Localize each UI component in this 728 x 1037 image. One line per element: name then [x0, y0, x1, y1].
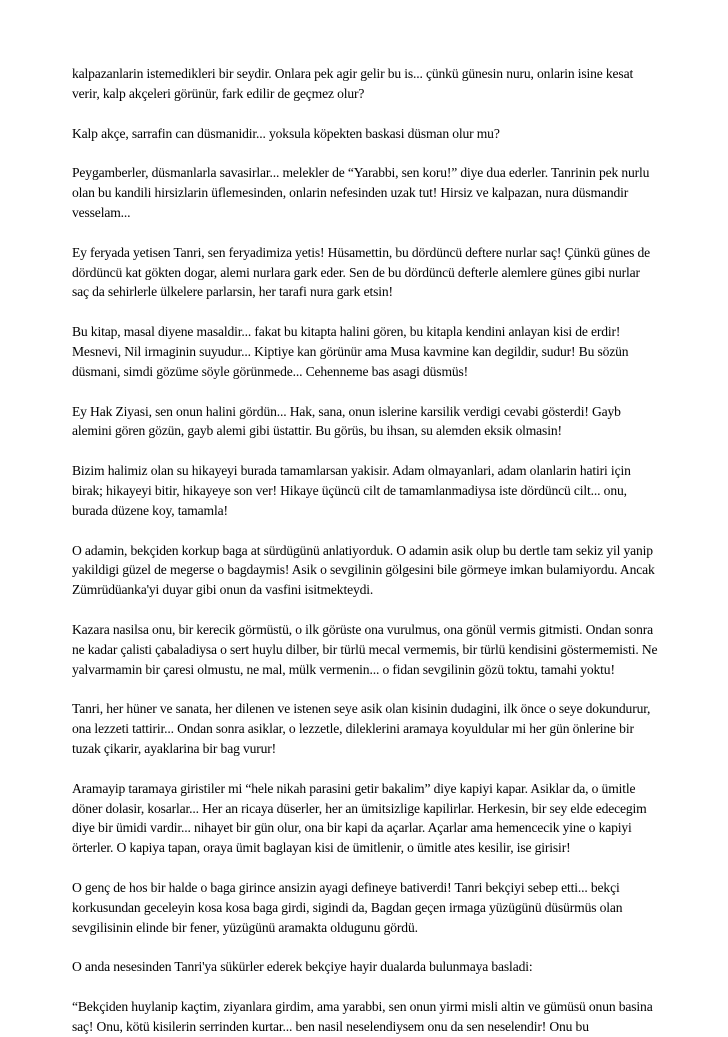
paragraph-13: O anda nesesinden Tanri'ya sükürler ederek bekçiye hayir dualarda bulunmaya basladi: [72, 959, 533, 975]
paragraph-9: Kazara nasilsa onu, bir kerecik görmüstü, o ilk görüste ona vurulmus, ona gönül vermis gitmisti. Ondan sonra ne kadar çalisti çabaladiysa o sert huylu dilber, bir türlü mecal vermemis, bir türlü kendisini göstermemisti. Ne yalvarmamin bir çaresi olmustu, ne mal, mülk vermenin... o fidan sevgilinin gözü toktu, tamahi yoktu! [72, 621, 658, 677]
paragraph-5: Bu kitap, masal diyene masaldir... fakat bu kitapta halini gören, bu kitapla kendini anlayan kisi de erdir! Mesnevi, Nil irmaginin suyudur... Kiptiye kan görünür ama Musa kavmine kan degildir, sudur! Bu sözün düsmani, simdi gözüme söyle görünmede... Cehenneme bas asagi düsmüs! [72, 324, 629, 379]
paragraph-2: Kalp akçe, sarrafin can düsmanidir... yoksula köpekten baskasi düsman olur mu? [72, 125, 500, 141]
paragraph-3: Peygamberler, düsmanlarla savasirlar... melekler de “Yarabbi, sen koru!” diye dua ederler. Tanrinin pek nurlu olan bu kandili hirsizlarin üflemesinden, onlarin nefesinden uzak tut! Hirsiz ve kalpazan, nura düsmandir vesselam... [72, 165, 650, 220]
paragraph-4: Ey feryada yetisen Tanri, sen feryadimiza yetis! Hüsamettin, bu dördüncü deftere nurlar saç! Çünkü günes de dördüncü kat gökten dogar, alemi nurlara gark eder. Sen de bu dördüncü defterle alemlere günes gibi nurlar saç da sehirlerle ülkelere parlarsin, her tarafi nura gark etsin! [72, 244, 651, 300]
paragraph-12: O genç de hos bir halde o baga girince ansizin ayagi defineye bativerdi! Tanri bekçiyi sebep etti... bekçi korkusundan geceleyin kosa kosa baga girdi, sigindi da, Bagdan geçen irmaga yüzügünü düsürmüs olan sevgilisinin elinde bir fener, yüzügünü aramakta oldugunu gördü. [72, 879, 623, 935]
paragraph-11: Aramayip taramaya giristiler mi “hele nikah parasini getir bakalim” diye kapiyi kapar. Asiklar da, o ümitle döner dolasir, kosarlar... Her an ricaya düserler, her an ümitsizlige kapilirlar. Herkesin, bir sey elde edecegim diye bir ümidi vardir... nihayet bir gün olur, ona bir kapi da açarlar. Açarlar ama hemencecik yine o kapiyi örterler. O kapiya tapan, oraya ümit baglayan kisi de ümitlenir, o ümitle ates kesilir, ise girisir! [72, 780, 647, 856]
paragraph-1: kalpazanlarin istemedikleri bir seydir. Onlara pek agir gelir bu is... çünkü günesin nuru, onlarin isine kesat verir, kalp akçeleri görünür, fark edilir de geçmez olur? [72, 66, 634, 101]
document-page [72, 64, 658, 1037]
paragraph-10: Tanri, her hüner ve sanata, her dilenen ve istenen seye asik olan kisinin dudagini, ilk önce o seye dokundurur, ona lezzeti tattirir... Ondan sonra asiklar, o lezzetle, dileklerini aramaya koyuldular mi her gün önlerine bir tuzak çikarir, ayaklarina bir bag vurur! [72, 701, 651, 756]
paragraph-7: Bizim halimiz olan su hikayeyi burada tamamlarsan yakisir. Adam olmayanlari, adam olanlarin hatiri için birak; hikayeyi bitir, hikayeye son ver! Hikaye üçüncü cilt de tamamlanmadiysa iste dördüncü cilt... onu, burada düzene koy, tamamla! [72, 463, 631, 518]
paragraph-8: O adamin, bekçiden korkup baga at sürdügünü anlatiyorduk. O adamin asik olup bu dertle tam sekiz yil yanip yakildigi güzel de megerse o bagdaymis! Asik o sevgilinin gölgesini bile görmeye imkan bulamiyordu. Ancak Zümrüdüanka'yi duyar gibi onun da vasfini isitmekteydi. [72, 542, 655, 598]
paragraph-14: “Bekçiden huylanip kaçtim, ziyanlara girdim, ama yarabbi, sen onun yirmi misli altin ve gümüsü onun basina saç! Onu, kötü kisilerin serrinden kurtar... ben nasil neselendiysem onu da sen neselendir! Onu bu [72, 999, 653, 1034]
paragraph-6: Ey Hak Ziyasi, sen onun halini gördün... Hak, sana, onun islerine karsilik verdigi cevabi gösterdi! Gayb alemini gören gözün, gayb alemi gibi üstattir. Bu görüs, bu ihsan, su alemden eksik olmasin! [72, 403, 621, 439]
